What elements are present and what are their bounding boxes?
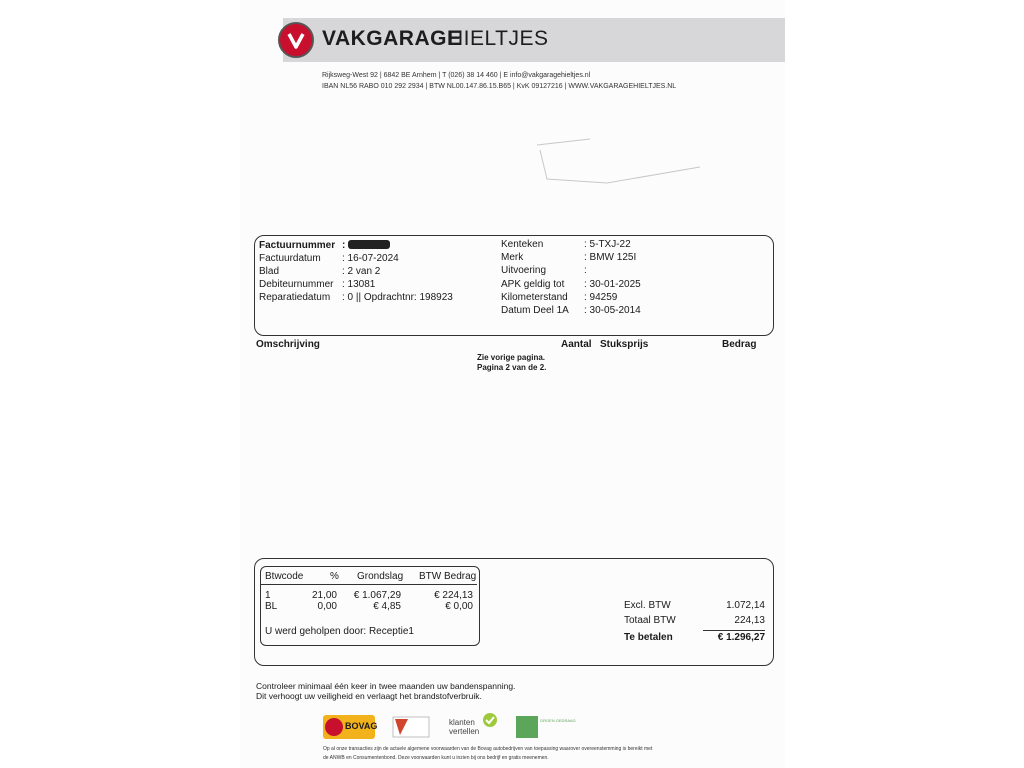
leaf-icon — [516, 716, 538, 738]
brand-suffix: HIELTJES — [448, 27, 549, 50]
debtor-number-label: Debiteurnummer — [259, 279, 334, 290]
vertellen-text: vertellen — [449, 727, 480, 736]
amount-due-label: Te betalen — [624, 632, 673, 643]
checkmark-icon — [482, 712, 498, 728]
vat-row-pct: 0,00 — [317, 601, 337, 612]
vat-col-base: Grondslag — [357, 571, 404, 582]
bovag-emblem-icon — [325, 718, 343, 736]
apk-label: APK geldig tot — [501, 279, 565, 290]
terms-line-1: Op al onze transacties zijn de actuele algemene voorwaarden van de Bovag autobedrijven van toepassing waarover overeenstemming is bereikt met — [323, 746, 653, 752]
bovag-logo — [323, 715, 378, 739]
registration-date-label: Datum Deel 1A — [501, 305, 569, 316]
apk-value: : 30-01-2025 — [584, 279, 641, 290]
sheet-value: : 2 van 2 — [342, 266, 381, 277]
total-divider — [703, 630, 765, 631]
mileage-label: Kilometerstand — [501, 292, 568, 303]
make-label: Merk — [501, 252, 524, 263]
tire-pressure-advice: Controleer minimaal één keer in twee maanden uw bandenspanning. — [256, 681, 516, 691]
debtor-number-value: : 13081 — [342, 279, 376, 290]
sheet-label: Blad — [259, 266, 280, 277]
invoice-date-value: : 16-07-2024 — [342, 253, 399, 264]
bank-line: IBAN NL56 RABO 010 292 2934 | BTW NL00.147.86.15.B65 | KvK 09127216 | WWW.VAKGARAGEHIELTJES.NL — [322, 83, 677, 90]
license-plate-label: Kenteken — [501, 239, 544, 250]
excl-vat-label: Excl. BTW — [624, 600, 671, 611]
vakgarage-logo-icon — [278, 22, 314, 58]
invoice-number-label: Factuurnummer — [259, 240, 336, 251]
total-vat-label: Totaal BTW — [624, 615, 676, 626]
total-vat-value: 224,13 — [734, 615, 765, 626]
groen-gedrag-logo — [516, 715, 578, 739]
vat-col-amount: BTW Bedrag — [419, 571, 477, 582]
brand-name: VAKGARAGE — [322, 27, 462, 50]
vat-row-code: BL — [265, 601, 278, 612]
col-quantity: Aantal — [561, 339, 592, 350]
address-line: Rijksweg-West 92 | 6842 BE Arnhem | T (026) 38 14 460 | E info@vakgaragehieltjes.nl — [322, 72, 591, 79]
repair-date-label: Reparatiedatum — [259, 292, 331, 303]
vat-row-base: € 4,85 — [373, 601, 401, 612]
mileage-value: : 94259 — [584, 292, 618, 303]
excl-vat-value: 1.072,14 — [726, 600, 765, 611]
version-label: Uitvoering — [501, 265, 547, 276]
page-of-note: Pagina 2 van de 2. — [477, 363, 547, 372]
col-unit-price: Stuksprijs — [600, 339, 649, 350]
vat-row-amount: € 0,00 — [445, 601, 473, 612]
bovag-text: BOVAG — [345, 721, 378, 731]
repair-date-value: : 0 || Opdrachtnr: 198923 — [342, 292, 453, 303]
redacted-invoice-number — [348, 240, 390, 249]
vat-col-pct: % — [330, 571, 339, 582]
col-description: Omschrijving — [256, 339, 320, 350]
invoice-date-label: Factuurdatum — [259, 253, 321, 264]
license-plate-value: : 5-TXJ-22 — [584, 239, 631, 250]
vat-row-code: 1 — [265, 590, 271, 601]
klanten-vertellen-logo — [449, 715, 499, 739]
see-previous-note: Zie vorige pagina. — [477, 353, 546, 362]
col-amount: Bedrag — [722, 339, 757, 350]
amount-due-value: € 1.296,27 — [717, 632, 765, 643]
groen-text: GROEN GEDRAAG — [540, 718, 576, 723]
vat-row-pct: 21,00 — [311, 590, 337, 601]
version-value: : — [584, 265, 587, 276]
registration-date-value: : 30-05-2014 — [584, 305, 641, 316]
paper-fold-mark — [535, 135, 705, 185]
rdw-logo — [392, 715, 430, 739]
make-value: : BMW 125I — [584, 252, 637, 263]
vat-col-code: Btwcode — [265, 571, 304, 582]
terms-line-2: de ANWB en Consumentenbond. Deze voorwaarden kunt u inzien bij ons bedrijf en gratis meenemen. — [323, 755, 549, 761]
helped-by: U werd geholpen door: Receptie1 — [265, 626, 414, 637]
rdw-emblem-icon — [392, 715, 430, 739]
vat-row-base: € 1.067,29 — [353, 590, 401, 601]
vat-row-amount: € 224,13 — [434, 590, 473, 601]
safety-advice: Dit verhoogt uw veiligheid en verlaagt het brandstofverbruik. — [256, 691, 482, 701]
klanten-text: klanten — [449, 718, 475, 727]
vat-header-divider — [261, 584, 477, 585]
invoice-number-colon: : — [342, 240, 346, 251]
